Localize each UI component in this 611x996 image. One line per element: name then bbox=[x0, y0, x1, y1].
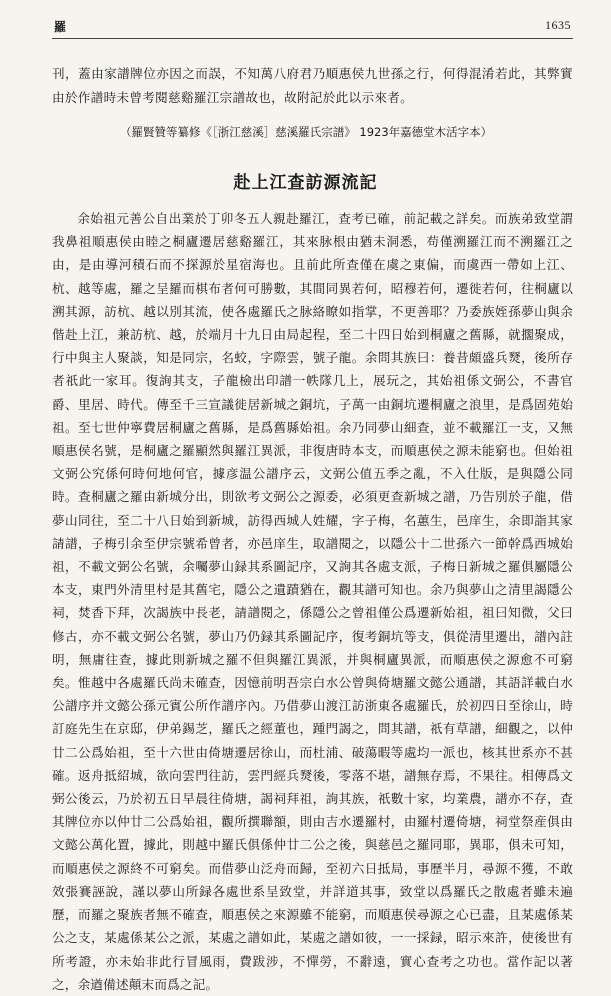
article-body: 余始祖元善公自出業於丁卯冬五人親赴羅江，查考已確，前記載之詳矣。而族弟致堂謂我鼻祖順惠侯由睦之桐廬遷居慈谿羅江，其來脉根由猶未洞悉，苟僅溯羅江而不溯羅江之由，是由導河積石而不探源於星宿海也。且前此所查僅在虞之東偏，而虞西一帶如上江、杭、越等處，羅之呈羅而棋布者何可勝數，其間同異若何，昭穆若何，遷徙若何，往桐廬以溯其源，訪杭、越以別其流，使各處羅氏之脉絡瞭如指掌，不更善耶？乃委族姪孫夢山與余偕赴上江，兼訪杭、越，於端月十九日由局起程，至二十四日始到桐廬之舊縣，就擱聚成，行中與主人聚談，知是同宗，名蛟，字際雲，號子龍。余問其族曰：養昔頗盛兵燹，後所存者祇此一家耳。復詢其支，子龍檢出印譜一帙隊几上，展玩之，其始祖係文弼公，不書官爵、里居、時代。傳至千三宣議徙居新城之銅坑，子萬一由銅坑遷桐廬之浪里，是爲固苑始祖。至七世仲寧費居桐廬之舊縣，是爲舊縣始祖。余乃同夢山細查，並不載羅江一支，又無順惠侯名號，是桐廬之羅顯然與羅江異派，非復唐時本支，而順惠侯之源未能窮也。但始祖文弼公究係何時何地何官，據彦温公譜序云，文弼公值五季之亂，不入仕版，是與隱公同時。查桐廬之羅由新城分出，則欲考文弼公之源委，必須更查新城之譜，乃告別於子龍，借夢山同往，至二十八日始到新城，訪得西城人姓耀，字子梅，名蕙生，邑庠生，余即詣其家請譜，子梅引余至伊宗號希曾者，亦邑庠生，取譜閱之，以隱公十二世孫六一節幹爲西城始祖，不載文弼公名號，余囑夢山録其系圖記序，又詢其各處支派，子梅日新城之羅俱屬隱公本支，東門外清里村是其舊宅，隱公之遺蹟猶在，觀其譜可知也。余乃與夢山之清里謁隱公祠，焚香下拜，次謁族中長老，請譜閱之，係隱公之曾祖僅公爲遷新始祖，祖曰知微，父曰修古，亦不載文弼公名號，夢山乃仍録其系圖記序，復考銅坑等支，俱從清里遷出，譜內註明，無庸往查，據此則新城之羅不但與羅江異派，并與桐廬異派，而順惠侯之源愈不可窮矣。惟越中各處羅氏尚未確查，因憶前明吾宗白水公曾與倚塘羅文懿公通譜，其語詳載白水公譜序并文懿公孫元賓公所作譜序內。乃借夢山渡江訪浙東各處羅氏，於初四日至徐山，時訂庭先生在京邸，伊弟錫芝，羅氏之經董也，踵門謁之，問其譜，祇有草譜，細觀之，以仲廿二公爲始祖，至十六世由倚塘遷居徐山，而杜浦、破蕩暇等處均一派也，核其世系亦不甚確。返舟抵紹城，欲向雲門往訪，雲門經兵燹後，零落不堪，譜無存焉，不果往。相傳爲文弼公後云，乃於初五日早晨往倚塘，謁祠拜祖，詢其族，祇數十家，均業農，譜亦不存，查其牌位亦以仲廿二公爲始祖，觀所撰聯額，則由吉水遷羅村，由羅村遷倚塘，祠堂祭産俱由文懿公萬化置，據此，則越中羅氏俱係仲廿二公之後，與慈邑之羅同耶，異耶，俱未可知，而順惠侯之源終不可窮矣。而借夢山泛舟而歸，至初六日抵局，事歷半月，尋源不獲，不敢效張賽誣說，謹以夢山所録各處世系呈致堂，并詳道其事，致堂以爲羅氏之散處者雖未遍歷，而羅之聚族者無不確查，順惠侯之來源雖不能窮，而順惠侯尋源之心已盡，且某處係某公之支，某處係某公之派，某處之譜如此，某處之譜如彼，一一採録，昭示來許，使後世有所考證，亦未始非此行冒風雨，費跋涉，不憚勞，不辭遠，實心查考之功也。當作記以著之，余遒備述顛末而爲之記。 bbox=[52, 211, 573, 992]
header-section-title: 羅 bbox=[54, 20, 67, 34]
page-header bbox=[52, 14, 573, 39]
article-title: 赴上江查訪源流記 bbox=[233, 173, 378, 193]
page-number: 1635 bbox=[545, 18, 571, 32]
continuation-paragraph: 刊，蓋由家譜牌位亦因之而誤，不知萬八府君乃順惠侯九世孫之行，何得混淆若此，其弊實由於作譜時未曾考閱慈谿羅江宗譜故也，故附記於此以示來者。 bbox=[52, 66, 573, 105]
source-citation: （羅賢贊等纂修《［浙江慈溪］慈溪羅氏宗譜》 1923年嘉德堂木活字本） bbox=[120, 125, 493, 139]
